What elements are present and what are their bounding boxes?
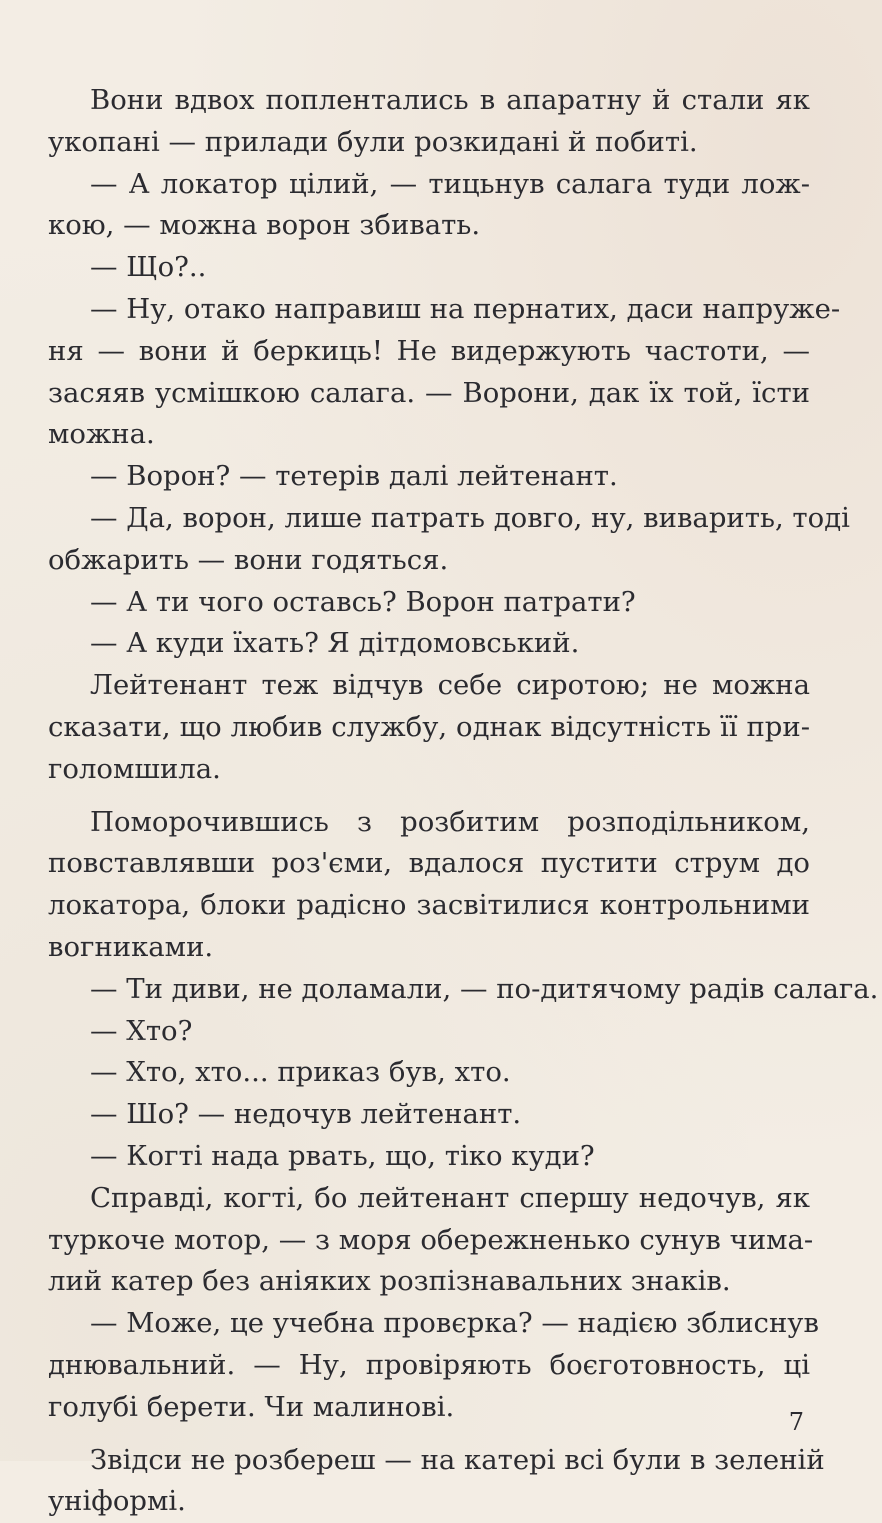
text-line: — Когті нада рвать, що, тіко куди? <box>90 1139 595 1172</box>
text-line: — Ти диви, не доламали, — по-дитячому радів салага. <box>90 972 879 1005</box>
text-line: Справді, когті, бо лейтенант спершу недочув, як <box>90 1181 810 1214</box>
text-line: вогниками. <box>48 930 214 963</box>
text-line: — Ну, отако направиш на пернатих, даси напруже- <box>90 292 841 325</box>
text-line: — А локатор цілий, — тицьнув салага туди лож- <box>90 167 810 200</box>
text-line: — Ворон? — тетерів далі лейтенант. <box>90 460 618 493</box>
text-line: сказати, що любив службу, однак відсутність її при- <box>48 710 810 743</box>
text-line: — А ти чого оставсь? Ворон патрати? <box>90 585 636 618</box>
text-line: повставлявши роз'єми, вдалося пустити струм до <box>48 847 810 880</box>
text-line: — Хто, хто... приказ був, хто. <box>90 1056 511 1089</box>
text-line: Поморочившись з розбитим розподільником, <box>90 805 810 838</box>
text-line: Вони вдвох поплентались в апаратну й стали як <box>90 84 810 116</box>
page-number: 7 <box>788 1408 804 1436</box>
text-line: Звідси не розбереш — на катері всі були в зеленій <box>90 1443 825 1476</box>
text-line: днювальний. — Ну, провіряють боєготовность, ці <box>48 1348 810 1381</box>
text-line: можна. <box>48 418 155 451</box>
text-line: туркоче мотор, — з моря обережненько сунув чима- <box>48 1223 814 1256</box>
text-line: — Хто? <box>90 1014 193 1047</box>
text-line: — А куди їхать? Я дітдомовський. <box>90 627 580 660</box>
text-line: локатора, блоки радісно засвітилися контрольними <box>48 889 810 922</box>
text-line: — Да, ворон, лише патрать довго, ну, виварить, тоді <box>90 501 850 534</box>
text-line: обжарить — вони годяться. <box>48 543 449 576</box>
text-line: Лейтенант теж відчув себе сиротою; не можна <box>90 669 810 702</box>
text-line: голомшила. <box>48 752 221 785</box>
text-line: голубі берети. Чи малинові. <box>48 1390 455 1423</box>
text-line: уніформі. <box>48 1485 186 1518</box>
text-line: — Може, це учебна провєрка? — надією зблиснув <box>90 1307 819 1340</box>
text-line: лий катер без аніяких розпізнавальних знаків. <box>48 1265 731 1298</box>
body-text <box>48 80 879 1523</box>
text-line: — Шо? — недочув лейтенант. <box>90 1098 522 1131</box>
text-line: ня — вони й беркиць! Не видержують частоти, — <box>48 334 810 367</box>
text-line: кою, — можна ворон збивать. <box>48 209 481 242</box>
text-line: укопані — прилади були розкидані й побиті. <box>48 125 698 158</box>
text-line: — Що?.. <box>90 251 207 284</box>
text-line: засяяв усмішкою салага. — Ворони, дак їх той, їсти <box>48 376 810 409</box>
